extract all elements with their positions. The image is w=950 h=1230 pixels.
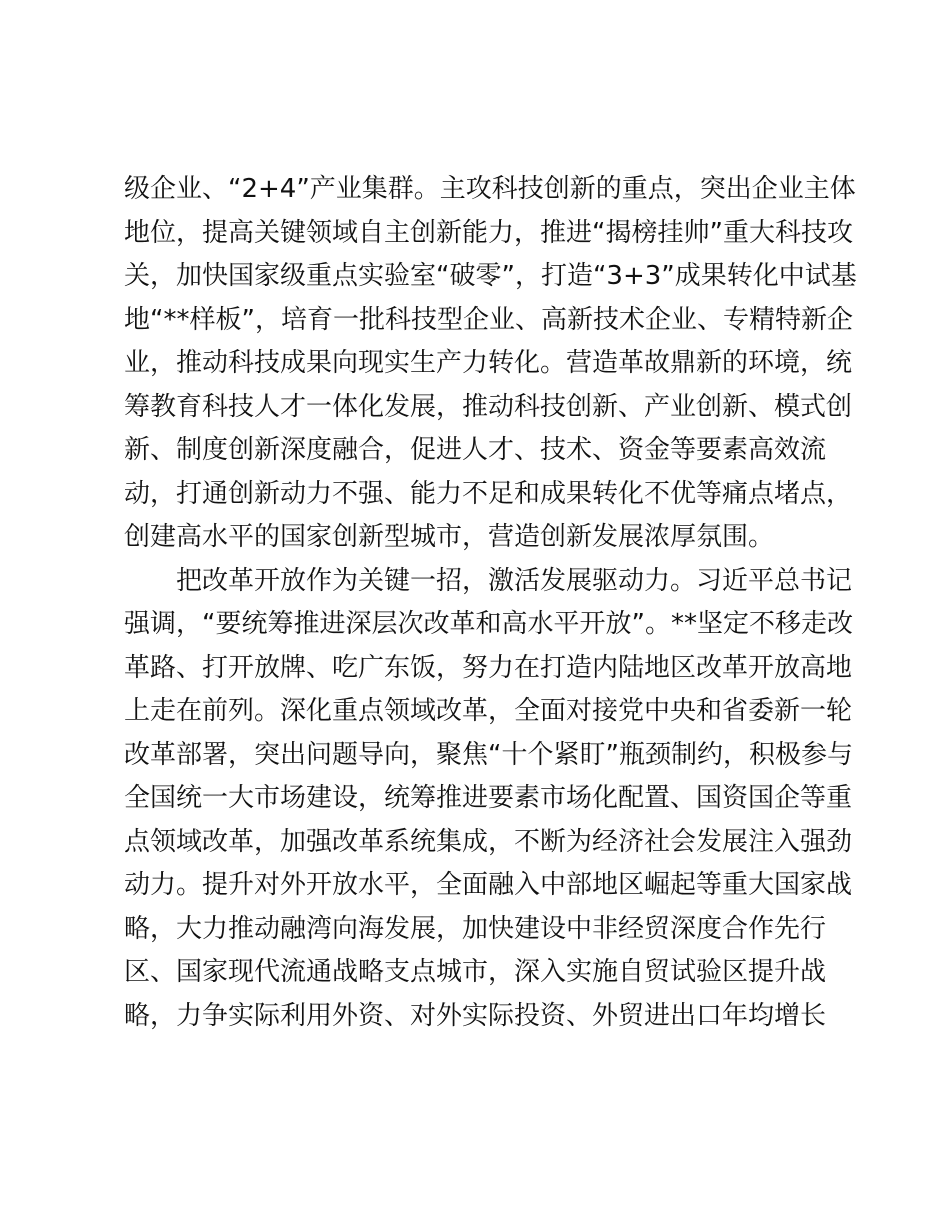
text-line: 全国统一大市场建设，统筹推进要素市场化配置、国资国企等重 bbox=[124, 783, 853, 813]
text-line: 新、制度创新深度融合，促进人才、技术、资金等要素高效流 bbox=[124, 435, 827, 465]
text-line: 动，打通创新动力不强、能力不足和成果转化不优等痛点堵点， bbox=[124, 478, 853, 509]
text-line: 级企业、“2+4”产业集群。主攻科技创新的重点，突出企业主体 bbox=[124, 174, 856, 204]
text-line: 关，加快国家级重点实验室“破零”，打造“3+3”成果转化中试基 bbox=[124, 261, 857, 291]
paragraph-1 bbox=[124, 168, 857, 560]
text-line: 地“**样板”，培育一批科技型企业、高新技术企业、专精特新企 bbox=[124, 304, 853, 335]
text-line: 上走在前列。深化重点领域改革，全面对接党中央和省委新一轮 bbox=[124, 696, 853, 726]
text-line: 动力。提升对外开放水平，全面融入中部地区崛起等重大国家战 bbox=[124, 870, 853, 900]
text-line: 略，大力推动融湾向海发展，加快建设中非经贸深度合作先行 bbox=[124, 913, 827, 944]
text-line: 强调，“要统筹推进深层次改革和高水平开放”。**坚定不移走改 bbox=[124, 609, 853, 639]
text-line: 革路、打开放牌、吃广东饭，努力在打造内陆地区改革开放高地 bbox=[124, 652, 853, 683]
body-text bbox=[124, 168, 857, 1038]
text-line: 点领域改革，加强改革系统集成，不断为经济社会发展注入强劲 bbox=[124, 826, 853, 857]
text-line: 筹教育科技人才一体化发展，推动科技创新、产业创新、模式创 bbox=[124, 391, 853, 422]
text-line: 改革部署，突出问题导向，聚焦“十个紧盯”瓶颈制约，积极参与 bbox=[124, 739, 853, 770]
text-line: 业，推动科技成果向现实生产力转化。营造革故鼎新的环境，统 bbox=[124, 348, 853, 378]
text-line: 把改革开放作为关键一招，激活发展驱动力。习近平总书记 bbox=[176, 565, 853, 596]
text-line: 区、国家现代流通战略支点城市，深入实施自贸试验区提升战 bbox=[124, 957, 827, 987]
text-line: 略，力争实际利用外资、对外实际投资、外贸进出口年均增长 bbox=[124, 1000, 827, 1031]
text-line: 创建高水平的国家创新型城市，营造创新发展浓厚氛围。 bbox=[124, 522, 775, 552]
paragraph-2 bbox=[124, 560, 853, 1039]
text-line: 地位，提高关键领域自主创新能力，推进“揭榜挂帅”重大科技攻 bbox=[124, 217, 853, 248]
